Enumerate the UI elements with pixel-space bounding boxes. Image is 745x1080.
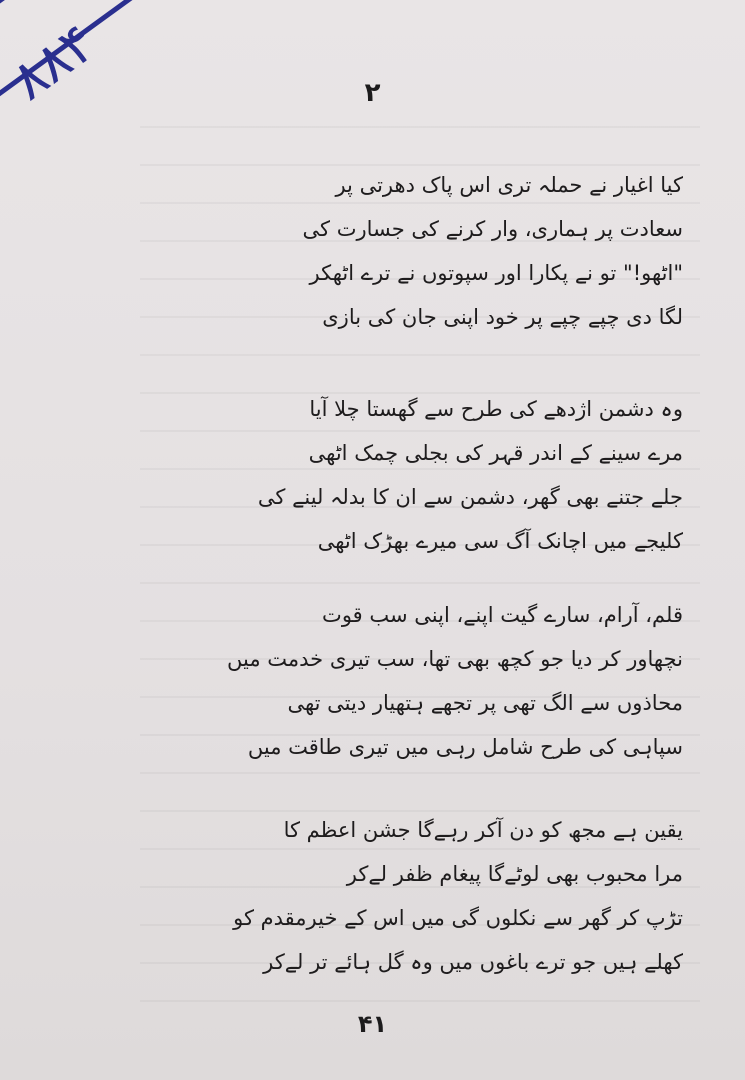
poem-number: ۲ (364, 78, 381, 108)
stanza-4 (83, 808, 683, 984)
page-number: ۴۱ (357, 1010, 388, 1038)
stanza-1 (83, 163, 683, 339)
verse-line: نچھاور کر دیا جو کچھ بھی تھا، سب تیری خدمت میں (227, 647, 683, 671)
verse-line: لگا دی چپے چپے پر خود اپنی جان کی بازی (322, 305, 683, 329)
verse-line: مرا محبوب بھی لوٹےگا پیغام ظفر لےکر (346, 862, 683, 886)
verse-line: "اٹھو!" تو نے پکارا اور سپوتوں نے ترے اٹھکر (309, 261, 683, 285)
verse-line: یقین ہے مجھ کو دن آکر رہےگا جشن اعظم کا (283, 818, 683, 842)
stamp-number: ۸۸۴ (0, 10, 108, 113)
verse-line: سعادت پر ہماری، وار کرنے کی جسارت کی (302, 217, 683, 241)
verse-line: کلیجے میں اچانک آگ سی میرے بھڑک اٹھی (317, 529, 683, 553)
stanza-2 (83, 387, 683, 563)
verse-line: وہ دشمن اژدھے کی طرح سے گھستا چلا آیا (309, 397, 683, 421)
verse-line: کھلے ہیں جو ترے باغوں میں وہ گل ہائے تر لےکر (263, 950, 683, 974)
verse-line: محاذوں سے الگ تھی پر تجھے ہتھیار دیتی تھی (287, 691, 683, 715)
verse-line: تڑپ کر گھر سے نکلوں گی میں اس کے خیرمقدم کو (233, 906, 683, 930)
verse-line: قلم، آرام، سارے گیت اپنے، اپنی سب قوت (322, 603, 683, 627)
stanza-3 (83, 593, 683, 769)
verse-line: مرے سینے کے اندر قہر کی بجلی چمک اٹھی (308, 441, 683, 465)
verse-line: کیا اغیار نے حملہ تری اس پاک دھرتی پر (335, 173, 683, 197)
verse-line: سپاہی کی طرح شامل رہی میں تیری طاقت میں (247, 735, 683, 759)
verse-line: جلے جتنے بھی گھر، دشمن سے ان کا بدلہ لینے کی (257, 485, 683, 509)
